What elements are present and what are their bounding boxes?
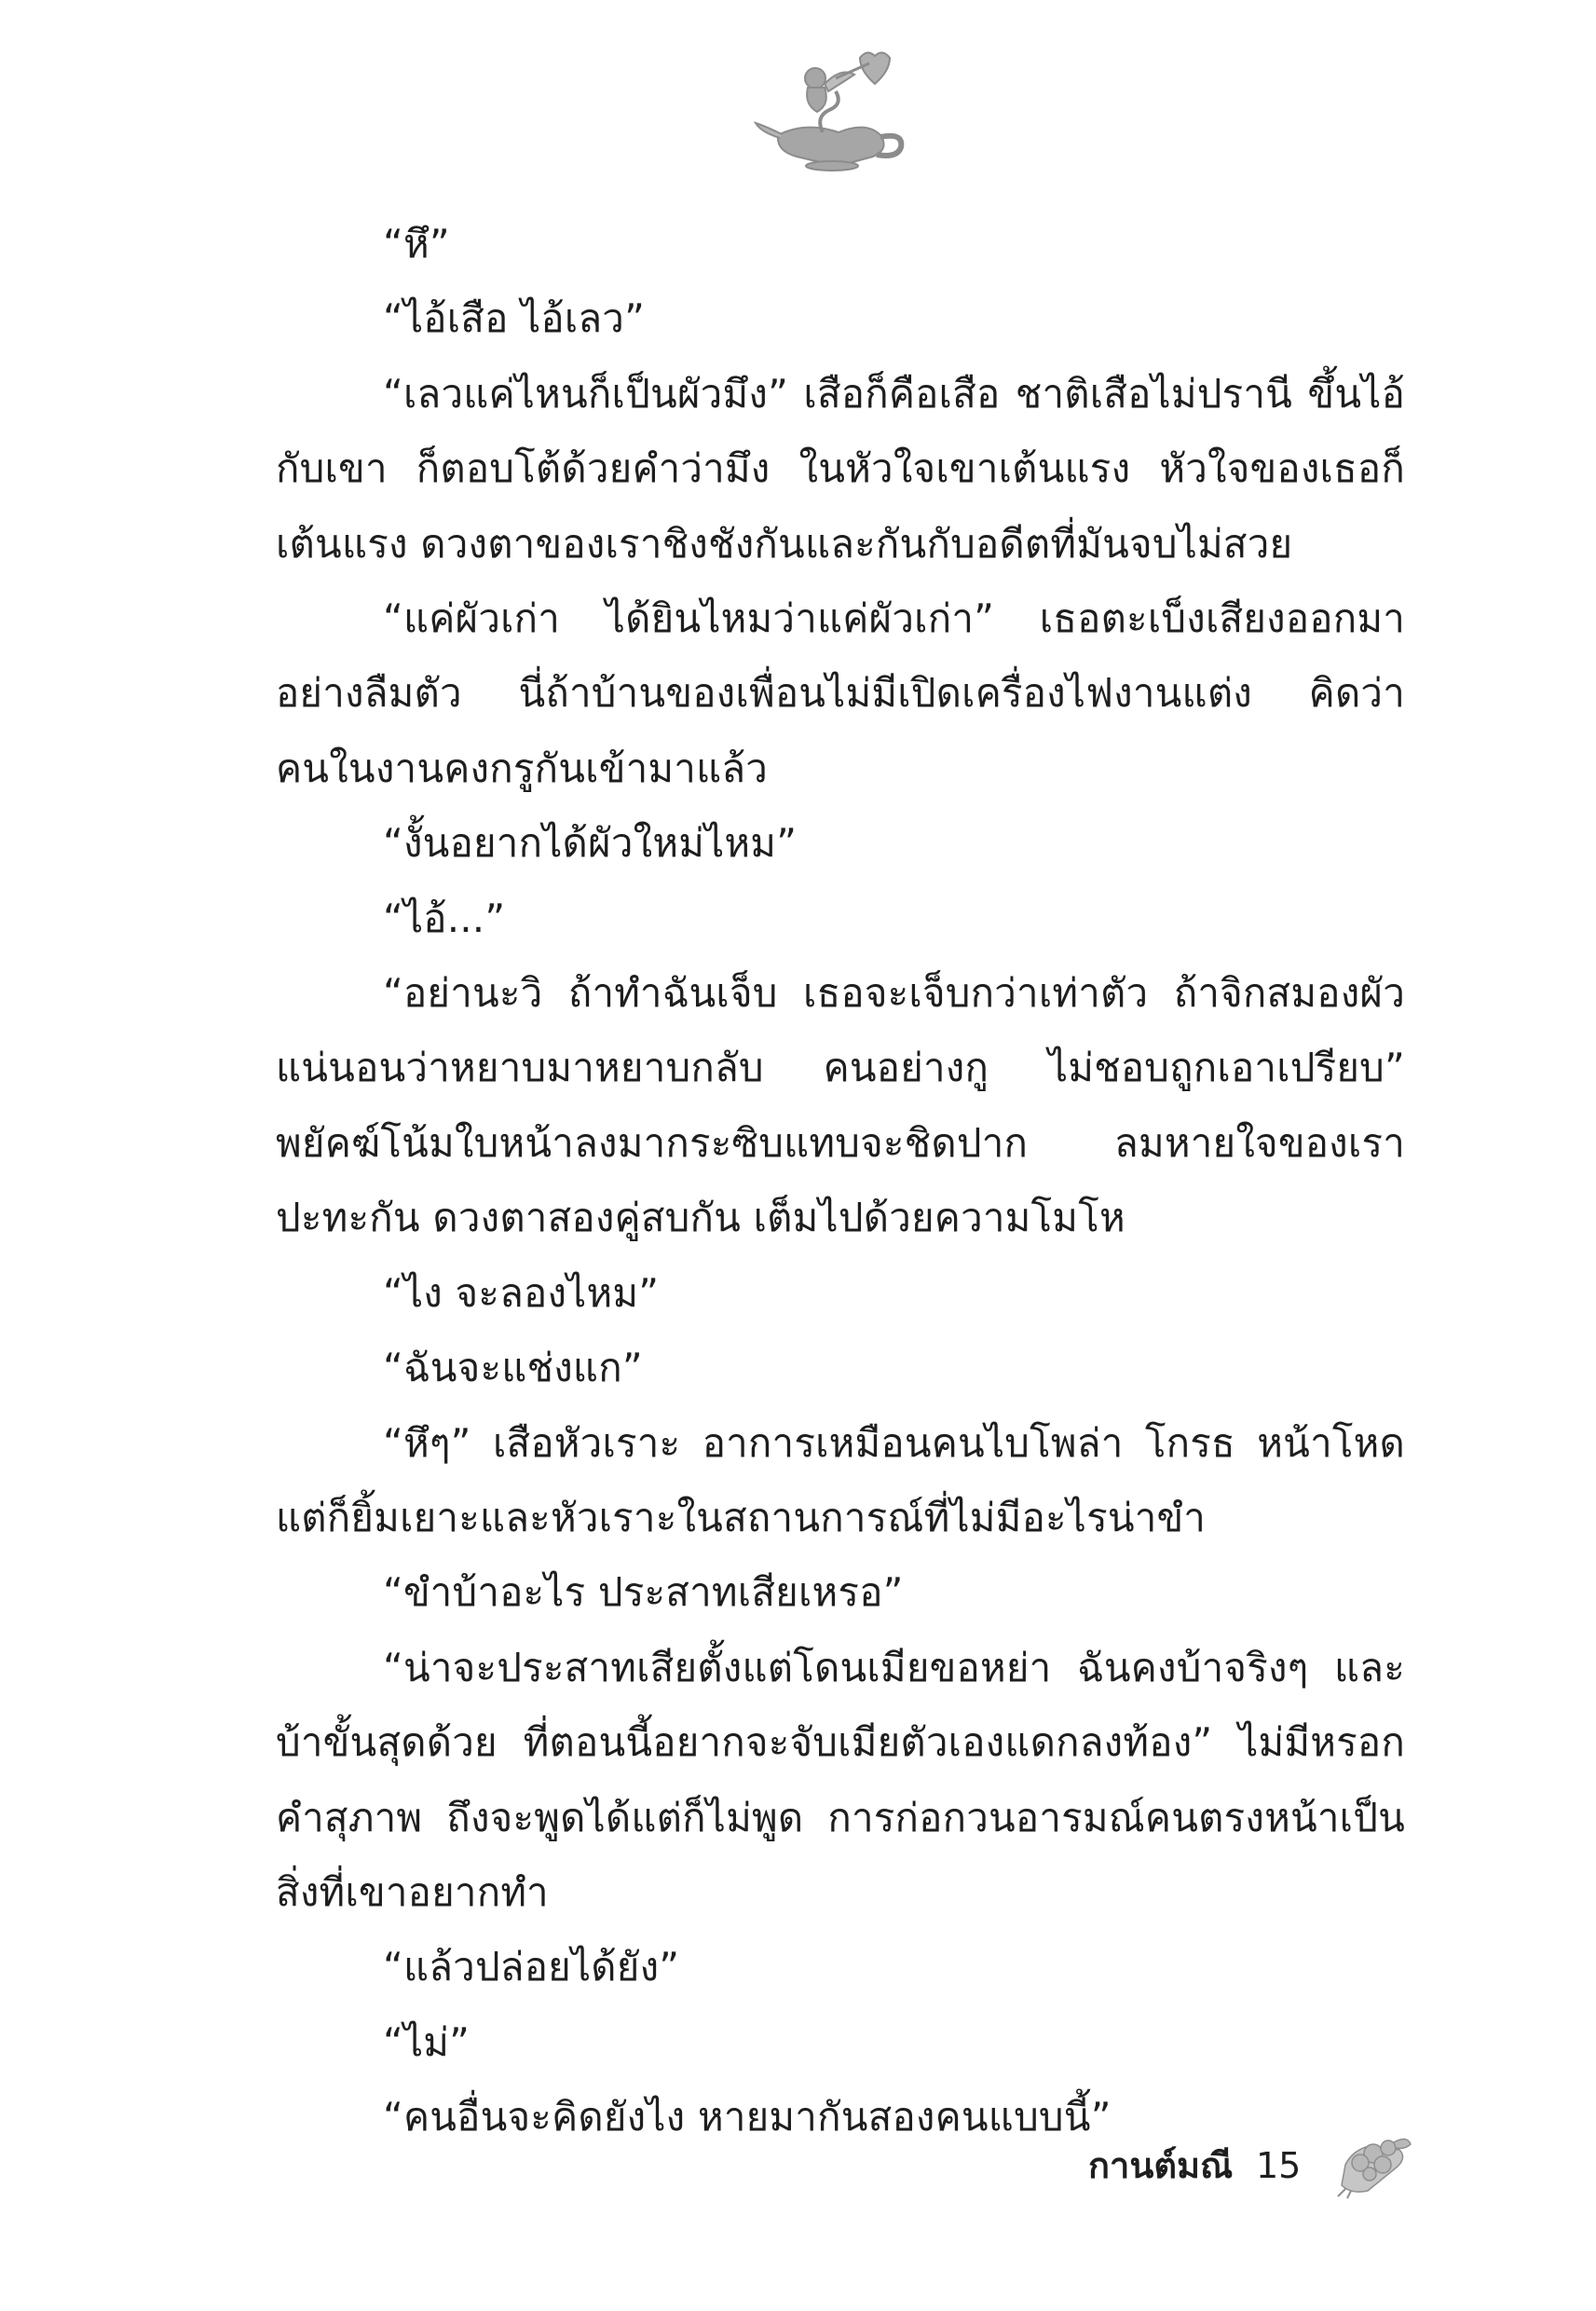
paragraph: “แค่ผัวเก่า ได้ยินไหมว่าแค่ผัวเก่า” เธอตะเบ็งเสียงออกมาอย่างลืมตัว นี่ถ้าบ้านของเพื่อนไม่มีเปิดเครื่องไฟงานแต่ง คิดว่าคนในงานคงกรูกันเข้ามาแล้ว	[276, 595, 1405, 791]
paragraph: “ไม่”	[383, 2018, 471, 2065]
book-title: กานต์มณี	[1088, 2145, 1234, 2186]
paragraph: “อย่านะวิ ถ้าทำฉันเจ็บ เธอจะเจ็บกว่าเท่าตัว ถ้าจิกสมองผัวแน่นอนว่าหยาบมาหยาบกลับ คนอย่างกู ไม่ชอบถูกเอาเปรียบ” พยัคฆ์โน้มใบหน้าลงมากระซิบแทบจะชิดปาก ลมหายใจของเราปะทะกัน ดวงตาสองคู่สบกัน เต็มไปด้วยความโมโห	[276, 970, 1405, 1241]
flower-bouquet-icon	[1332, 2129, 1416, 2200]
cupid-genie-lamp-icon	[750, 47, 908, 177]
paragraph: “หึๆ” เสือหัวเราะ อาการเหมือนคนไบโพล่า โกรธ หน้าโหด แต่ก็ยิ้มเยาะและหัวเราะในสถานการณ์ที่ไม่มีอะไรน่าขำ	[276, 1419, 1405, 1540]
paragraph: “เลวแค่ไหนก็เป็นผัวมึง” เสือก็คือเสือ ชาติเสือไม่ปรานี ขึ้นไอ้กับเขา ก็ตอบโต้ด้วยคำว่ามึง ในหัวใจเขาเต้นแรง หัวใจของเธอก็เต้นแรง ดวงตาของเราชิงชังกันและกันกับอดีตที่มันจบไม่สวย	[276, 370, 1405, 567]
paragraph: “ไอ้...”	[383, 895, 506, 941]
page-number: 15	[1256, 2145, 1302, 2186]
paragraph: “คนอื่นจะคิดยังไง หายมากันสองคนแบบนี้”	[383, 2094, 1112, 2140]
paragraph: “ไอ้เสือ ไอ้เลว”	[383, 295, 646, 342]
paragraph: “ขำบ้าอะไร ประสาทเสียเหรอ”	[383, 1569, 904, 1616]
paragraph: “แล้วปล่อยได้ยัง”	[383, 1944, 680, 1990]
paragraph: “ไง จะลองไหม”	[383, 1269, 660, 1316]
paragraph: “งั้นอยากได้ผัวใหม่ไหม”	[383, 820, 798, 867]
paragraph: “ฉันจะแช่งแก”	[383, 1345, 643, 1391]
paragraph: “หึ”	[383, 221, 450, 267]
paragraph: “น่าจะประสาทเสียตั้งแต่โดนเมียขอหย่า ฉันคงบ้าจริงๆ และบ้าขั้นสุดด้วย ที่ตอนนี้อยากจะจับเมียตัวเองแดกลงท้อง” ไม่มีหรอกคำสุภาพ ถึงจะพูดได้แต่ก็ไม่พูด การก่อกวนอารมณ์คนตรงหน้าเป็นสิ่งที่เขาอยากทำ	[276, 1644, 1405, 1915]
page-footer	[1053, 2129, 1425, 2204]
body-text	[276, 207, 1405, 2155]
